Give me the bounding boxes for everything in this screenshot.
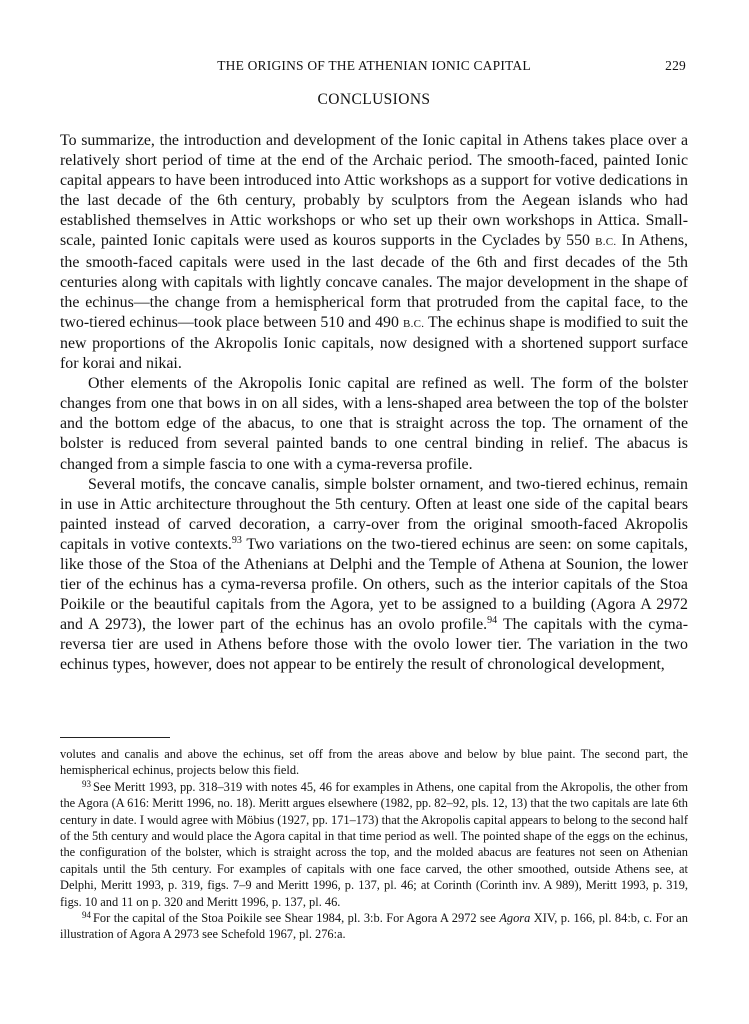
era-abbrev: B.C. xyxy=(402,317,425,330)
paragraph-1-text-c: The echinus shape is modified to suit the new proportions of the Akropolis Ionic capitals, now designed with a shortened support surface for korai and nikai. xyxy=(60,313,689,373)
paragraph-1-text-a: To summarize, the introduction and development of the Ionic capital in Athens takes place over a relatively short period of time at the end of the Archaic period. The smooth-faced, painted Ionic capital appears to have been introduced into Attic workshops as a support for votive dedications in the last decade of the 6th century, probably by sculptors from the Aegean islands who had established themselves in Attic workshops or who set up their own workshops in Attica. Small-scale, painted Ionic capitals were used as kouros supports in the Cyclades by 550 xyxy=(60,132,688,250)
footnote-94-mark: 94 xyxy=(82,910,91,921)
paragraph-3 xyxy=(60,475,688,676)
footnote-continued: volutes and canalis and above the echinus, set off from the areas above and below by blue paint. The second part, the hemispherical echinus, projects below this field. xyxy=(60,747,688,778)
footnote-93 xyxy=(60,779,688,910)
running-header xyxy=(60,58,688,78)
page-number: 229 xyxy=(665,58,686,73)
footnote-divider xyxy=(60,737,170,738)
footnotes xyxy=(60,746,688,943)
footnote-93-text: See Meritt 1993, pp. 318–319 with notes 45, 46 for examples in Athens, one capital from the Akropolis, the other from the Agora (A 616: Meritt 1996, no. 18). Meritt argues elsewhere (1982, pp. 82–92, pls. 12, 13) that the two capitals are late 6th century in date. I would agree with Möbius (1927, pp. 171–173) that the Akropolis capital appears to belong to the second half of the 5th century and would place the Agora capital in that time period as well. The pointed shape of the eggs on the echinus, the configuration of the bolster, which is straight across the top, and the molded abacus are features not seen on Athenian capitals until the 5th century. For examples of capitals with one face carved, the other smoothed, outside Athens see, at Delphi, Meritt 1993, p. 319, figs. 7–9 and Meritt 1996, p. 137, pl. 46; at Corinth (Corinth inv. A 989), Meritt 1993, p. 319, figs. 10 and 11 on p. 320 and Meritt 1996, p. 137, pl. 46. xyxy=(60,779,688,909)
paragraph-3-text-b: Two variations on the two-tiered echinus are seen: on some capitals, like those of the Stoa of the Athenians at Delphi and the Temple of Athena at Sounion, the lower tier of the echinus has a cyma-reversa profile. On others, such as the interior capitals of the Stoa Poikile or the beautiful capitals from the Agora, yet to be assigned to a building (Agora A 2972 and A 2973), the lower part of the echinus has an ovolo profile. xyxy=(60,535,688,634)
footnote-ref-94[interactable]: 94 xyxy=(487,615,498,627)
paragraph-1 xyxy=(60,131,688,374)
body-text xyxy=(60,131,688,676)
paragraph-3-text-a: Several motifs, the concave canalis, simple bolster ornament, and two-tiered echinus, remain in use in Attic architecture throughout the 5th century. Often at least one side of the capital bears painted instead of carved decoration, a carry-over from the original smooth-faced Akropolis capitals in votive contexts. xyxy=(60,475,688,553)
footnote-94-italic: Agora xyxy=(499,911,531,926)
era-abbrev: B.C. xyxy=(595,236,617,249)
footnote-93-mark: 93 xyxy=(82,778,91,789)
footnote-ref-93[interactable]: 93 xyxy=(231,534,242,546)
footnote-94-text-a: For the capital of the Stoa Poikile see Shear 1984, pl. 3:b. For Agora A 2972 see xyxy=(93,911,500,926)
running-title: THE ORIGINS OF THE ATHENIAN IONIC CAPITAL xyxy=(217,58,531,73)
section-title: CONCLUSIONS xyxy=(317,91,431,108)
paragraph-2: Other elements of the Akropolis Ionic capital are refined as well. The form of the bolster changes from one that bows in on all sides, with a lens-shaped area between the top of the bolster and the bottom edge of the abacus, to one that is straight across the top. The ornament of the bolster is reduced from several painted bands to one central binding in relief. The abacus is changed from a simple fascia to one with a cyma-reversa profile. xyxy=(60,375,688,473)
paragraph-3-text-c: The capitals with the cyma-reversa tier are used in Athens before those with the ovolo lower tier. The variation in the two echinus types, however, does not appear to be entirely the result of chronological development, xyxy=(60,616,688,674)
paragraph-1-text-b: In Athens, the smooth-faced capitals were used in the last decade of the 6th and first decades of the 5th centuries along with capitals with lightly concave canales. The major development in the shape of the echinus—the change from a hemispherical form that protruded from the capital face, to the two-tiered echinus—took place between 510 and 490 xyxy=(60,232,689,331)
footnote-94-text-b: XIV, p. 166, pl. 84:b, c. For an illustration of Agora A 2973 see Schefold 1967, pl. 276:a. xyxy=(60,911,688,942)
footnote-94 xyxy=(60,910,688,943)
